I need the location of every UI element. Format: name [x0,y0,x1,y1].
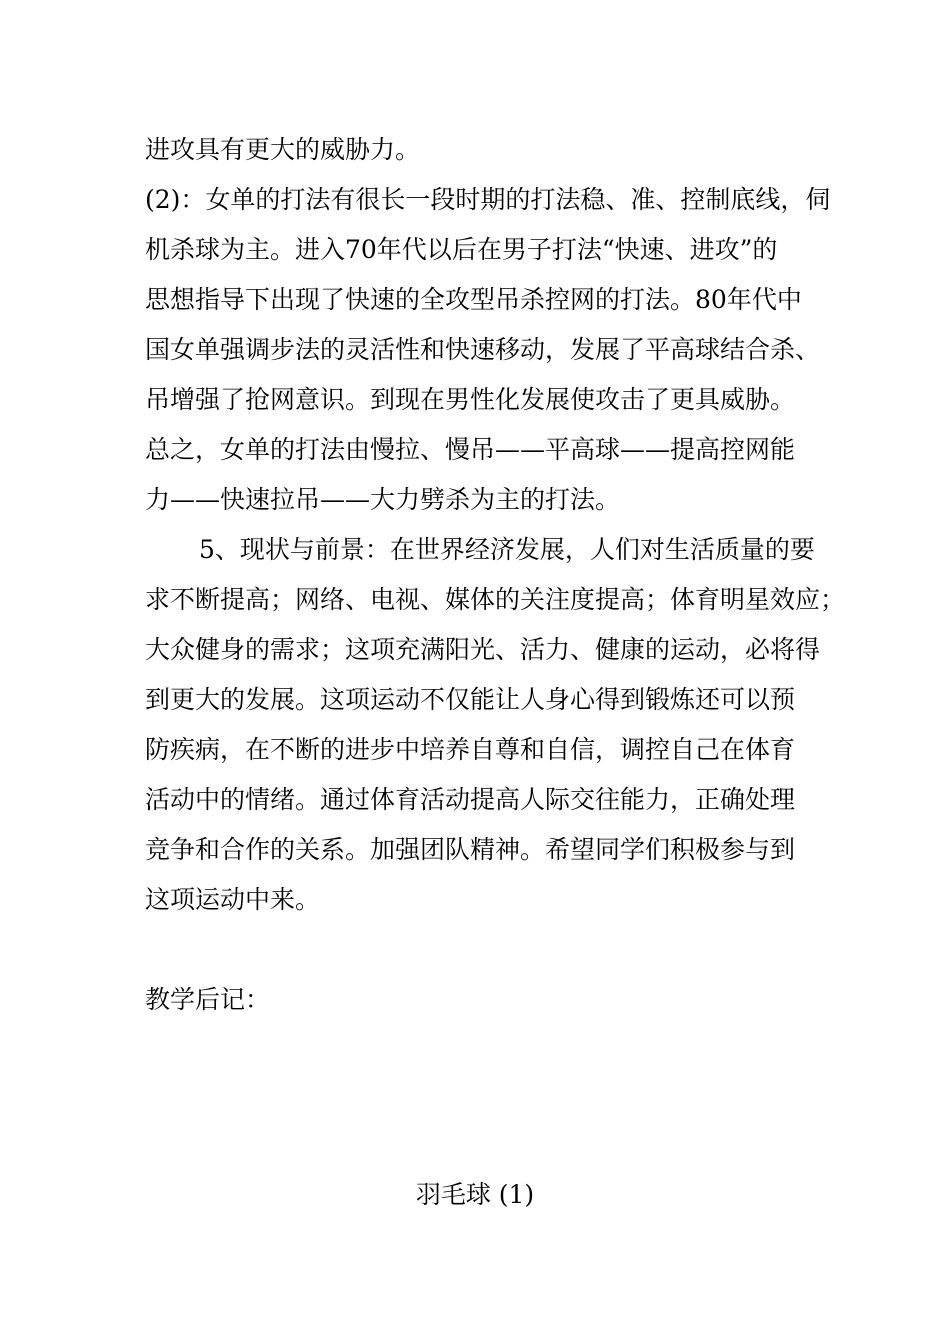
afterword-label: 教学后记： [145,985,271,1014]
paragraph-line: 5、现状与前景：在世界经济发展，人们对生活质量的要 [199,535,815,564]
paragraph-line: 机杀球为主。进入70年代以后在男子打法“快速、进攻”的 [145,235,778,264]
paragraph-line: 求不断提高；网络、电视、媒体的关注度提高；体育明星效应； [145,585,846,614]
paragraph-line: (2)：女单的打法有很长一段时期的打法稳、准、控制底线，伺 [145,185,831,214]
paragraph-line: 活动中的情绪。通过体育活动提高人际交往能力，正确处理 [145,785,796,814]
paragraph-line: 力——快速拉吊——大力劈杀为主的打法。 [145,485,621,514]
paragraph-line: 吊增强了抢网意识。到现在男性化发展使攻击了更具威胁。 [145,385,796,414]
section-title: 羽毛球 (1) [415,1180,535,1209]
paragraph-line: 防疾病，在不断的进步中培养自尊和自信，调控自己在体育 [145,735,796,764]
paragraph-line: 总之，女单的打法由慢拉、慢吊——平高球——提高控网能 [145,435,796,464]
paragraph-line: 这项运动中来。 [145,885,321,914]
paragraph-line: 思想指导下出现了快速的全攻型吊杀控网的打法。80年代中 [145,285,802,314]
paragraph-line: 进攻具有更大的威胁力。 [145,135,421,164]
paragraph-line: 竞争和合作的关系。加强团队精神。希望同学们积极参与到 [145,835,796,864]
paragraph-line: 国女单强调步法的灵活性和快速移动，发展了平高球结合杀、 [145,335,821,364]
paragraph-line: 大众健身的需求；这项充满阳光、活力、健康的运动，必将得 [145,635,821,664]
paragraph-line: 到更大的发展。这项运动不仅能让人身心得到锻炼还可以预 [145,685,796,714]
